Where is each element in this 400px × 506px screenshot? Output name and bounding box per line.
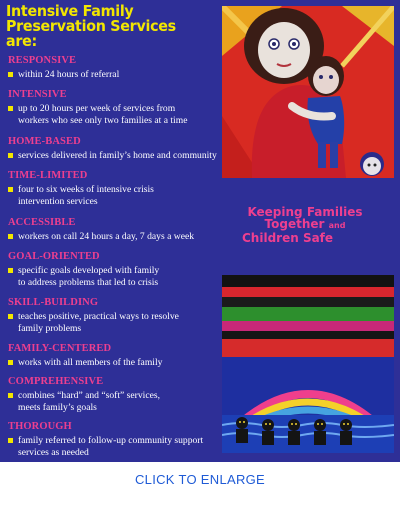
section-skill-building xyxy=(8,297,223,334)
bullet-icon xyxy=(8,360,13,365)
tagline-together: Together xyxy=(264,217,325,231)
section-comprehensive xyxy=(8,376,223,413)
rainbow-painting xyxy=(222,275,394,453)
section-heading: INTENSIVE xyxy=(8,89,67,100)
bullet-icon xyxy=(8,72,13,77)
section-heading: GOAL-ORIENTED xyxy=(8,251,100,262)
bullet-icon xyxy=(8,187,13,192)
list-item xyxy=(8,231,223,243)
section-time-limited xyxy=(8,170,223,207)
section-text: family referred to follow-up community support services as needed xyxy=(18,435,204,458)
list-item xyxy=(8,265,223,288)
section-family-centered xyxy=(8,343,223,369)
section-goal-oriented xyxy=(8,251,223,288)
poster-title-line1: Intensive Family xyxy=(6,2,134,20)
section-text: combines “hard” and “soft” services, meets family’s goals xyxy=(18,390,160,413)
section-home-based xyxy=(8,136,223,162)
section-thorough xyxy=(8,421,223,458)
section-text: up to 20 hours per week of services from workers who see only two families at a time xyxy=(18,103,188,126)
list-item xyxy=(8,390,223,413)
poster-title-line2: Preservation Services are: xyxy=(6,17,176,50)
click-to-enlarge-link[interactable]: CLICK TO ENLARGE xyxy=(134,472,266,487)
bullet-icon xyxy=(8,314,13,319)
section-heading: FAMILY-CENTERED xyxy=(8,343,112,354)
section-heading: ACCESSIBLE xyxy=(8,217,76,228)
section-responsive xyxy=(8,55,223,81)
list-item xyxy=(8,357,223,369)
tagline-line3: Children Safe xyxy=(242,231,334,245)
list-item xyxy=(8,69,223,81)
tagline-line1: Keeping Families xyxy=(247,205,363,219)
list-item xyxy=(8,150,223,162)
section-text: services delivered in family’s home and community xyxy=(18,150,217,161)
section-text: specific goals developed with family to address problems that led to crisis xyxy=(18,265,160,288)
list-item xyxy=(8,103,223,126)
bullet-icon xyxy=(8,393,13,398)
list-item xyxy=(8,184,223,207)
bullet-icon xyxy=(8,268,13,273)
tagline-and: and xyxy=(328,221,346,230)
section-text: works with all members of the family xyxy=(18,357,163,368)
section-text: teaches positive, practical ways to resolve family problems xyxy=(18,311,179,334)
bullet-icon xyxy=(8,438,13,443)
bullet-icon xyxy=(8,234,13,239)
list-item xyxy=(8,435,223,458)
tagline xyxy=(240,206,370,244)
section-heading: THOROUGH xyxy=(8,421,72,432)
section-text: four to six weeks of intensive crisis intervention services xyxy=(18,184,154,207)
section-intensive xyxy=(8,89,223,126)
section-heading: RESPONSIVE xyxy=(8,55,77,66)
section-heading: COMPREHENSIVE xyxy=(8,376,104,387)
bullet-icon xyxy=(8,106,13,111)
section-text: workers on call 24 hours a day, 7 days a week xyxy=(18,231,195,242)
list-item xyxy=(8,311,223,334)
poster-title xyxy=(6,4,199,49)
tagline-line2 xyxy=(240,218,370,232)
section-heading: TIME-LIMITED xyxy=(8,170,88,181)
section-text: within 24 hours of referral xyxy=(18,69,120,80)
section-accessible xyxy=(8,217,223,243)
mother-child-painting xyxy=(222,6,394,178)
bullet-icon xyxy=(8,153,13,158)
section-heading: SKILL-BUILDING xyxy=(8,297,99,308)
section-heading: HOME-BASED xyxy=(8,136,81,147)
